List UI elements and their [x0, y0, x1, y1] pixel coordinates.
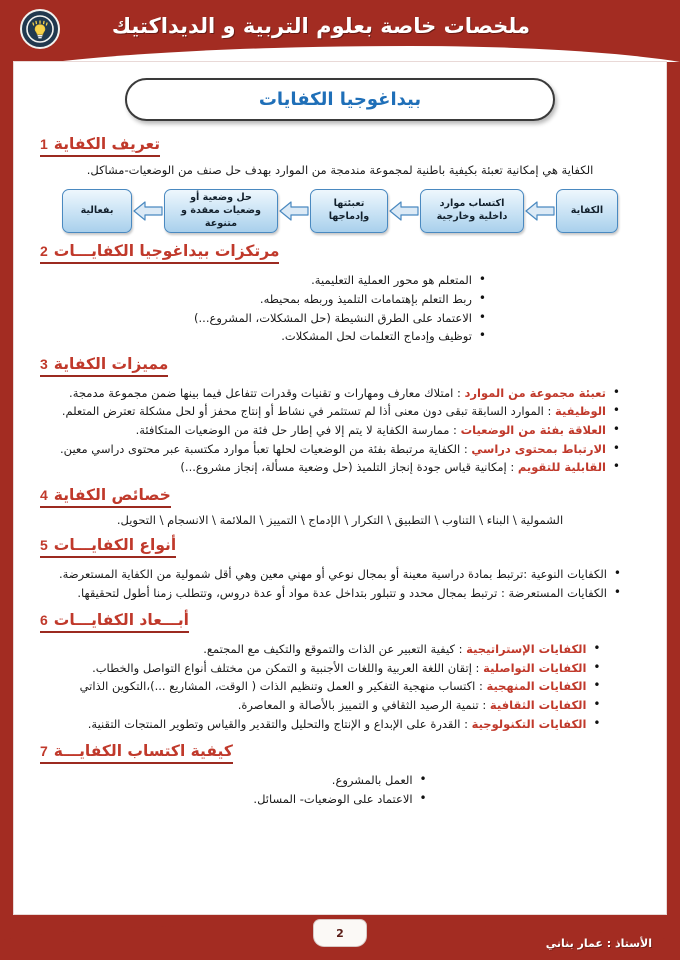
flow-box-1: الكفاية: [556, 189, 618, 233]
list-item: [60, 440, 620, 459]
section-1-title: تعريف الكفاية: [53, 135, 161, 153]
page-number: 2: [314, 920, 366, 946]
header-title: ملخصات خاصة بعلوم التربية و الديداكتيك: [111, 14, 530, 38]
section-7: [40, 742, 640, 808]
section-6: [40, 611, 640, 733]
section-3-title: مميزات الكفاية: [53, 354, 169, 373]
list-item-lead: الكفايات الثقافية: [489, 698, 587, 712]
flow-arrow-4: [132, 189, 164, 233]
lightbulb-badge-icon: [20, 9, 60, 49]
list-item-text: : إتقان اللغة العربية واللغات الأجنبية و التمكن من مختلف أنواع التواصل والخطاب.: [92, 660, 484, 675]
section-4-characteristics: الشمولية \ البناء \ التناوب \ التطبيق \ التكرار \ الإدماج \ التمييز \ الملائمة \ الانسجام \ التحويل.: [116, 512, 564, 527]
document-paper: [14, 62, 666, 914]
list-item: • الاعتماد على الوضعيات- المسائل.: [253, 790, 426, 809]
list-item: • ربط التعلم بإهتمامات التلميذ وربطه بمحيطه.: [194, 290, 486, 309]
section-1: [40, 135, 640, 233]
list-item-text: : الكفاية مرتبطة بفئة من الوضعيات لحلها تعبأ موارد مكتسبة عبر محتوى دراسي معين.: [60, 441, 472, 456]
list-item: • توظيف وإدماج التعلمات لحل المشكلات.: [194, 327, 486, 346]
list-item-lead: الكفايات التواصلية: [483, 660, 587, 675]
section-2-list: [194, 271, 486, 346]
list-item-text: : الموارد السابقة تبقى دون معنى أذا لم تستثمر في نشاط أو إنتاج محفز أو لحل مشكلة تعترض المتعلم.: [61, 404, 556, 419]
list-item-lead: تعبئة مجموعة من الموارد: [464, 385, 606, 400]
flow-arrow-3: [278, 189, 310, 233]
section-3-heading: [40, 355, 640, 377]
list-item-lead: الكفايات الإستراتيجية: [466, 642, 587, 657]
section-7-list: [253, 771, 426, 808]
list-item-lead: الوظيفية: [555, 404, 606, 419]
section-2-heading: [40, 242, 640, 264]
section-3-list: [60, 384, 620, 477]
list-item: [80, 715, 601, 734]
section-5-list: [59, 565, 621, 602]
section-7-heading: [40, 742, 640, 764]
flow-arrow-2: [388, 189, 420, 233]
flow-box-2: اكتساب موارد داخلية وخارجية: [420, 189, 524, 233]
section-5: [40, 536, 640, 602]
list-item: [80, 640, 601, 659]
list-item-lead: العلاقة بفئة من الوضعيات: [460, 423, 606, 437]
list-item-text: : امتلاك معارف ومهارات و تقنيات وقدرات تتفاعل فيما بينها ضمن مجموعة مدمجة.: [69, 385, 465, 400]
footer-author: الأستاذ : عمار بناني: [545, 937, 652, 950]
section-1-heading: [40, 135, 640, 157]
section-2-number: 2: [40, 243, 48, 260]
page-header: [0, 0, 680, 62]
section-5-number: 5: [40, 536, 48, 553]
section-6-title: أبـــعاد الكفايـــات: [53, 611, 189, 630]
competency-flowchart: [40, 189, 640, 233]
list-item-text: : القدرة على الإبداع و الإنتاج والتحليل والتقدير والقياس وتطوير المنتجات التقنية.: [87, 716, 472, 731]
list-item: [60, 402, 620, 421]
list-item: [80, 696, 601, 715]
list-item: • الكفايات المستعرضة : ترتبط بمجال محدد و تتبلور بتداخل عدة مواد أو عدة دروس، وتتطلب زمنا أطول لتحقيقها.: [59, 584, 621, 603]
list-item: • العمل بالمشروع.: [253, 771, 426, 790]
section-1-paragraph: الكفاية هي إمكانية تعبئة بكيفية باطنية لمجموعة مندمجة من الموارد بهدف حل صنف من الوضعيات-مشاكل.: [86, 163, 594, 177]
flow-box-4: حل وضعية أو وضعيات معقدة و متنوعة: [164, 189, 278, 233]
section-3-number: 3: [40, 355, 48, 372]
list-item-lead: الكفايات التكنولوجية: [471, 716, 587, 731]
list-item: • الكفايات النوعية :ترتبط بمادة دراسية معينة أو بمجال نوعي أو مهني معين وهي أقل شمولية من الكفاية المستعرضة.: [59, 565, 621, 584]
section-6-heading: [40, 611, 640, 633]
list-item-text: : كيفية التعبير عن الذات والتموقع والتكيف مع المجتمع.: [203, 642, 467, 657]
section-4: [40, 486, 640, 527]
list-item-text: : ممارسة الكفاية لا يتم إلا في إطار حل فئة من الوضعيات المتكافئة.: [135, 423, 461, 437]
page-title: بيداغوجيا الكفايات: [125, 78, 555, 121]
section-7-title: كيفية اكتساب الكفايـــة: [53, 742, 233, 761]
list-item: [60, 421, 620, 440]
section-4-title: خصائص الكفاية: [53, 485, 171, 504]
list-item-lead: الارتباط بمحتوى دراسي: [471, 441, 606, 456]
list-item: • المتعلم هو محور العملية التعليمية.: [194, 271, 486, 290]
document-content: [14, 62, 666, 914]
flow-box-3: تعبئتها وإدماجها: [310, 189, 388, 233]
section-7-number: 7: [40, 743, 48, 760]
list-item: [60, 384, 620, 403]
section-2-title: مرتكزات بيداغوجيا الكفايـــات: [53, 242, 280, 261]
section-3: [40, 355, 640, 477]
list-item: [80, 659, 601, 678]
section-1-number: 1: [40, 136, 48, 152]
section-6-number: 6: [40, 612, 48, 629]
section-6-list: [80, 640, 601, 733]
list-item-lead: القابلية للتقويم: [517, 460, 606, 475]
list-item-text: : اكتساب منهجية التفكير و العمل وتنظيم الذات ( الوقت، المشاريع ...)،التكوين الذاتي: [79, 679, 487, 694]
list-item: [80, 677, 601, 696]
section-5-heading: [40, 536, 640, 558]
list-item: [60, 458, 620, 477]
flow-arrow-1: [524, 189, 556, 233]
page-footer: [0, 914, 680, 960]
section-2: [40, 242, 640, 346]
list-item: • الاعتماد على الطرق النشيطة (حل المشكلات، المشروع...): [194, 309, 486, 328]
list-item-lead: الكفايات المنهجية: [486, 679, 587, 694]
list-item-text: : إمكانية قياس جودة إنجاز التلميذ (حل وضعية مسألة، إنجاز مشروع...): [180, 460, 518, 475]
section-5-title: أنواع الكفايـــات: [53, 535, 177, 554]
list-item-text: : تنمية الرصيد الثقافي و التمييز بالأصالة و المعاصرة.: [237, 698, 490, 712]
section-4-heading: [40, 486, 640, 508]
flow-box-5: بفعالية: [62, 189, 132, 233]
section-4-number: 4: [40, 486, 48, 503]
